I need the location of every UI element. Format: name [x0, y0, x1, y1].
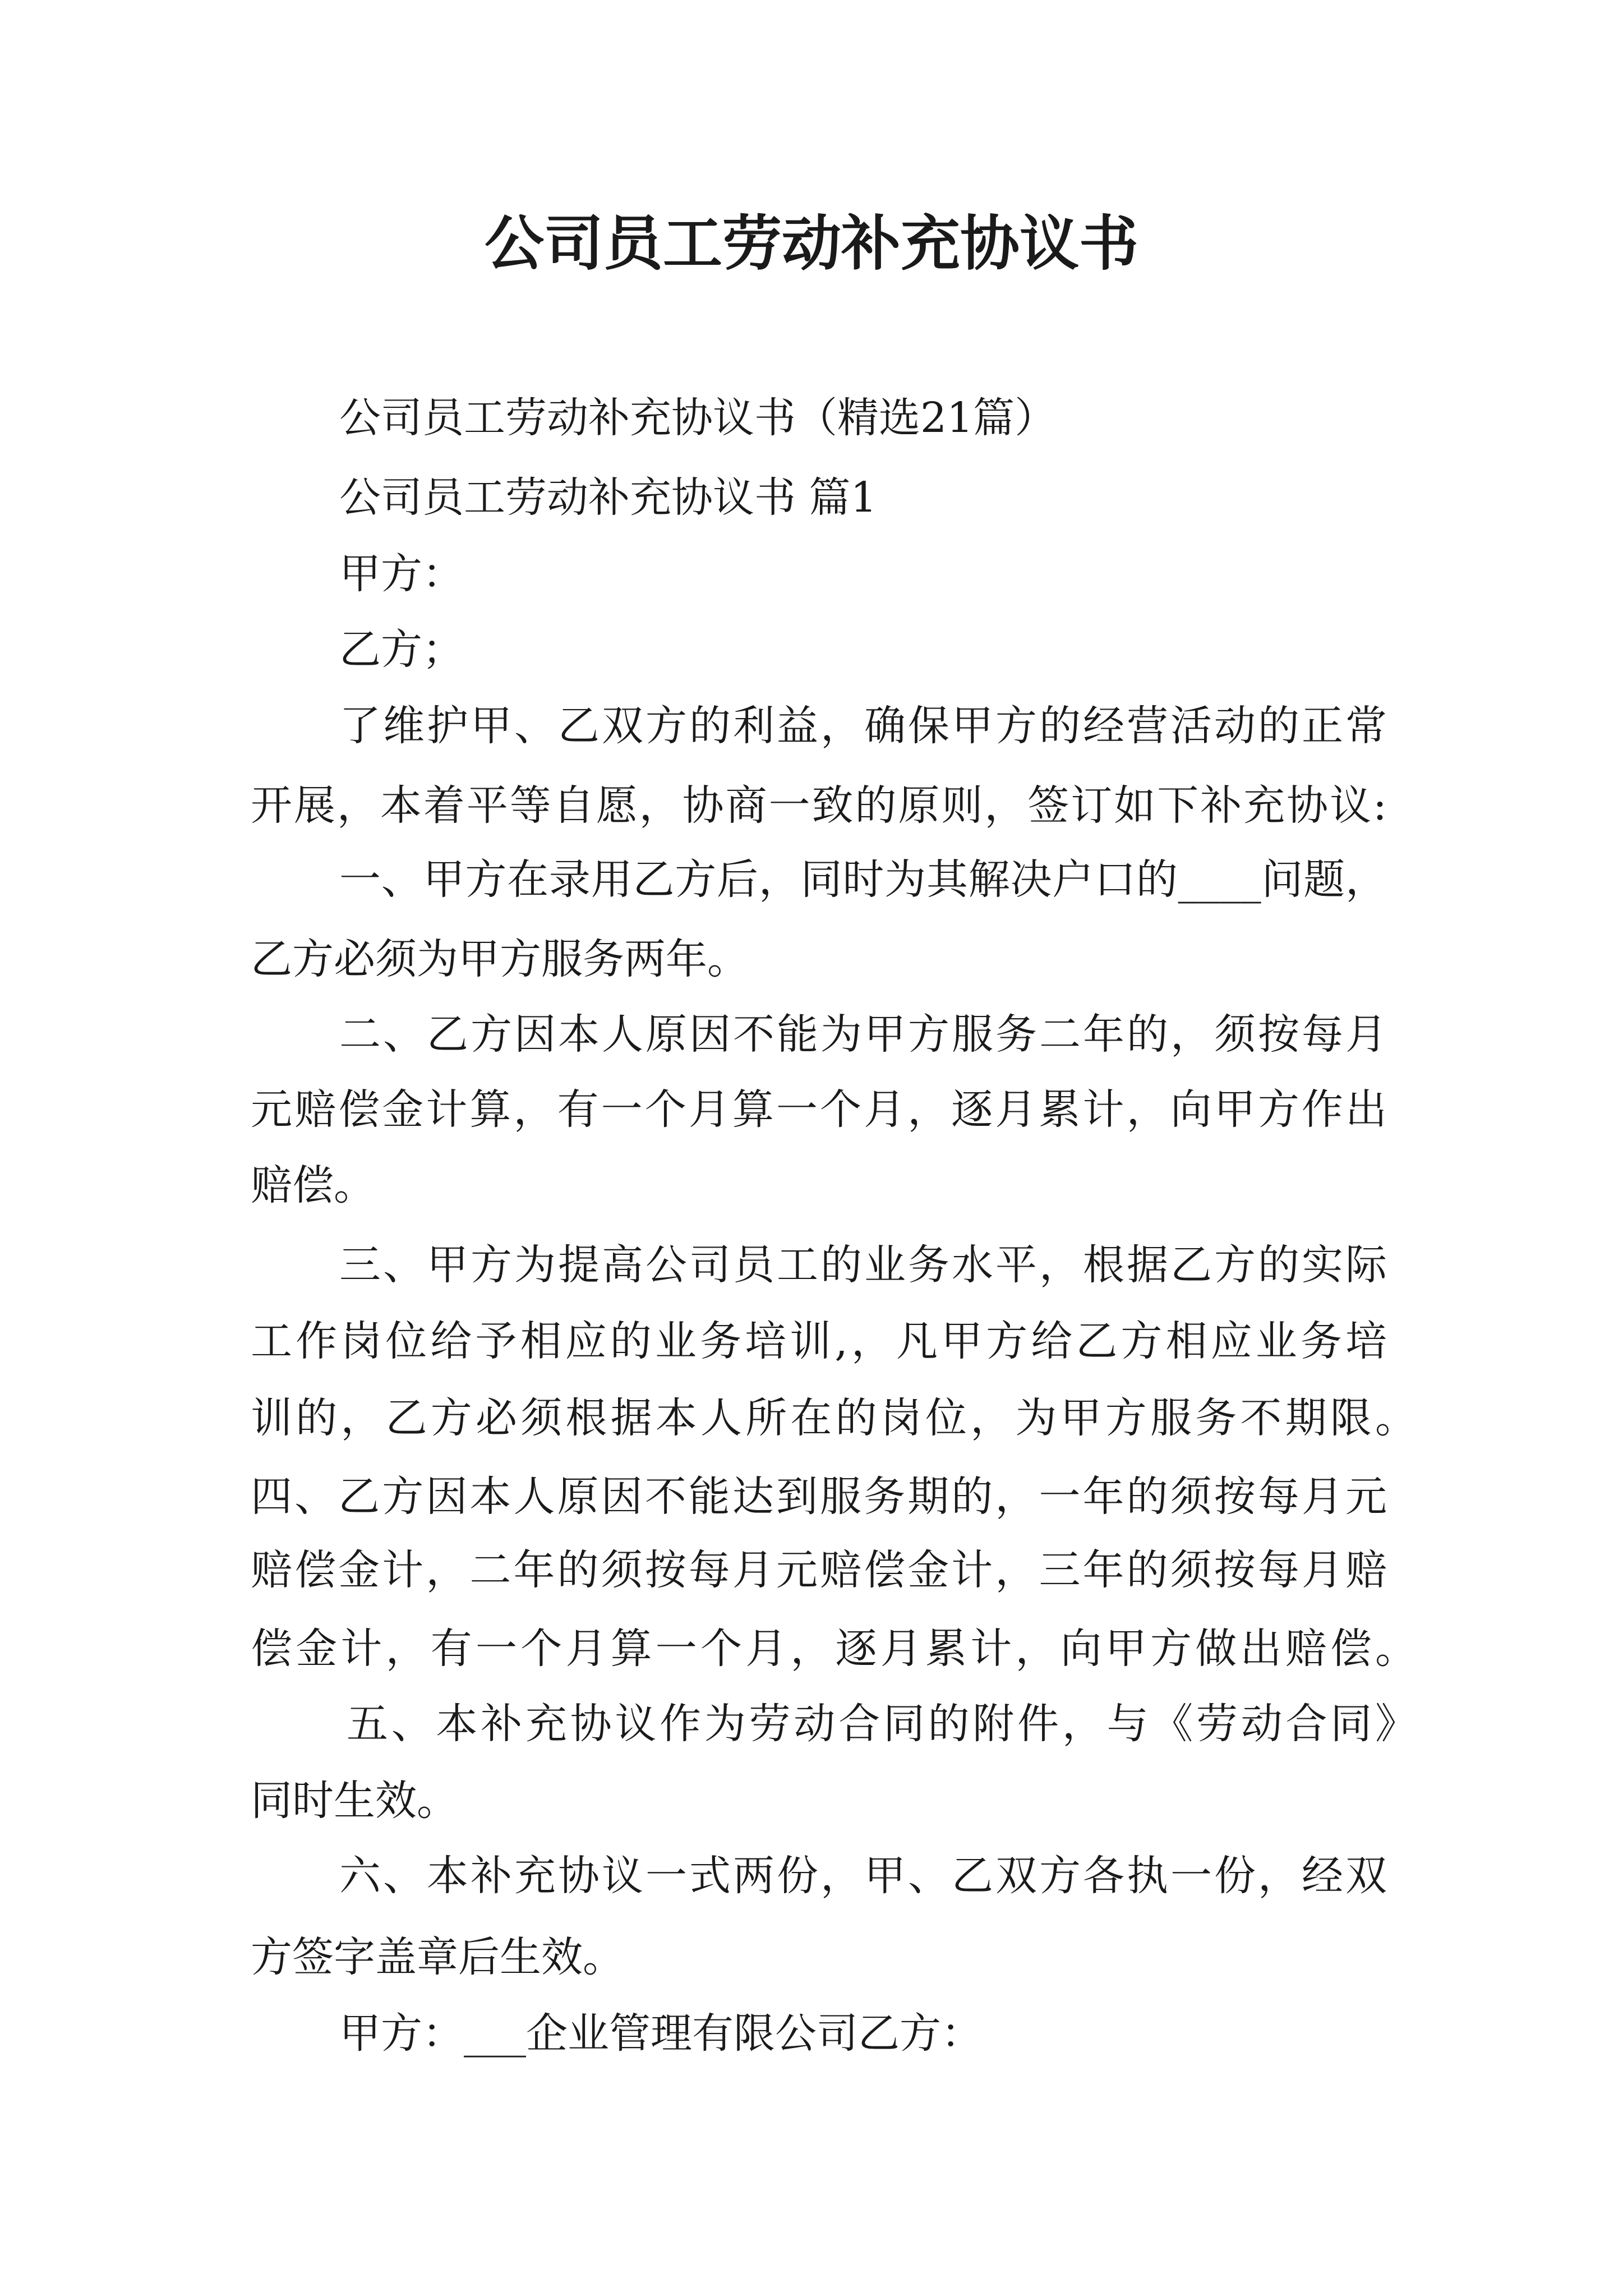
paragraph-line: 五、本补充协议作为劳动合同的附件，与《劳动合同》 [347, 1700, 1417, 1748]
paragraph-line: 偿金计，有一个月算一个月，逐月累计，向甲方做出赔偿。 [251, 1625, 1417, 1673]
paragraph-line: 元赔偿金计算，有一个月算一个月，逐月累计，向甲方作出 [251, 1085, 1387, 1134]
document-title: 公司员工劳动补充协议书 [485, 208, 1138, 278]
paragraph-line: 赔偿金计，二年的须按每月元赔偿金计，三年的须按每月赔 [251, 1546, 1387, 1594]
paragraph-line: 一、甲方在录用乙方后，同时为其解决户口的____问题， [339, 855, 1387, 904]
paragraph-line: 甲方： [339, 550, 464, 598]
paragraph-line: 同时生效。 [251, 1777, 458, 1825]
paragraph-line: 公司员工劳动补充协议书（精选21篇） [339, 394, 1057, 442]
paragraph-line: 公司员工劳动补充协议书 篇1 [339, 473, 877, 522]
paragraph-line: 乙方； [339, 625, 464, 674]
paragraph-line: 二、乙方因本人原因不能为甲方服务二年的，须按每月 [339, 1010, 1387, 1059]
paragraph-line: 乙方必须为甲方服务两年。 [251, 935, 749, 983]
paragraph-line: 六、本补充协议一式两份，甲、乙双方各执一份，经双 [339, 1852, 1387, 1900]
paragraph-line: 训的，乙方必须根据本人所在的岗位，为甲方服务不期限。 [251, 1394, 1417, 1442]
paragraph-line: 了维护甲、乙双方的利益，确保甲方的经营活动的正常 [339, 702, 1387, 750]
paragraph-line: 开展，本着平等自愿，协商一致的原则，签订如下补充协议: [251, 781, 1387, 830]
paragraph-line: 三、甲方为提高公司员工的业务水平，根据乙方的实际 [339, 1241, 1387, 1289]
paragraph-line: 赔偿。 [251, 1161, 375, 1209]
paragraph-line: 方签字盖章后生效。 [251, 1933, 624, 1981]
paragraph-line: 工作岗位给予相应的业务培训,，凡甲方给乙方相应业务培 [251, 1317, 1387, 1365]
paragraph-line: 甲方：___企业管理有限公司乙方： [339, 2009, 983, 2058]
paragraph-line: 四、乙方因本人原因不能达到服务期的，一年的须按每月元 [251, 1473, 1387, 1521]
